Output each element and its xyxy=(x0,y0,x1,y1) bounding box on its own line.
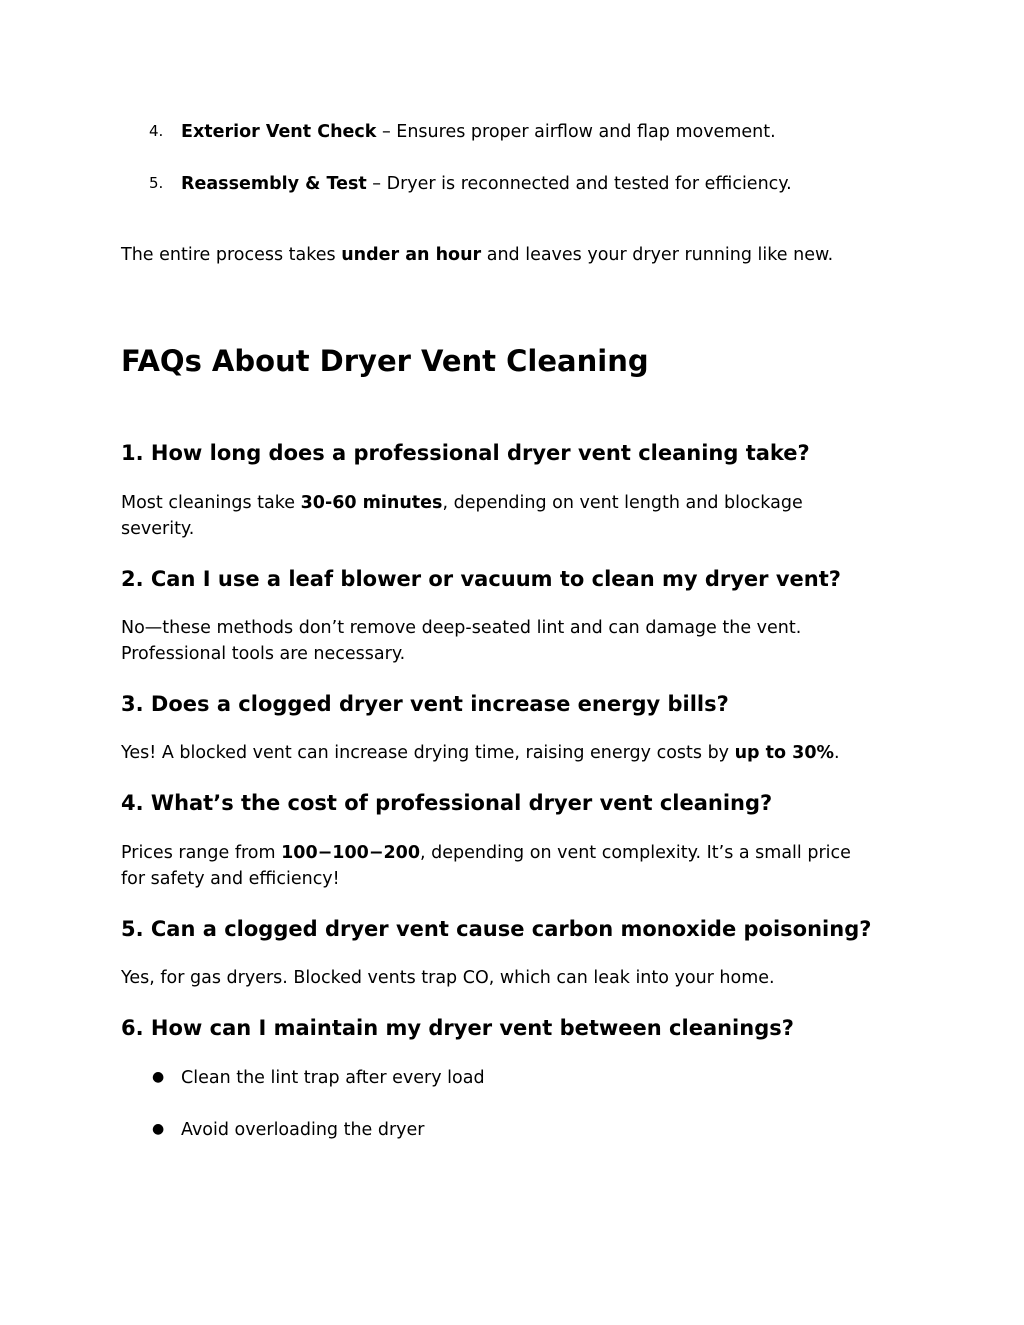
faq-question: 2. Can I use a leaf blower or vacuum to clean my dryer vent? xyxy=(121,567,841,591)
step-title: Reassembly & Test xyxy=(181,174,367,194)
step-item xyxy=(181,119,776,145)
list-item: Clean the lint trap after every load xyxy=(181,1068,485,1088)
summary-bold: under an hour xyxy=(341,245,482,265)
step-title: Exterior Vent Check xyxy=(181,122,377,142)
faq-heading: FAQs About Dryer Vent Cleaning xyxy=(121,344,649,378)
faq-answer xyxy=(121,840,851,866)
faq-answer: severity. xyxy=(121,519,195,539)
faq-question: 4. What’s the cost of professional dryer vent cleaning? xyxy=(121,791,773,815)
faq-answer: for safety and efficiency! xyxy=(121,869,340,889)
faq-answer: Yes, for gas dryers. Blocked vents trap CO, which can leak into your home. xyxy=(121,968,775,988)
bullet-icon: ● xyxy=(152,1069,165,1085)
faq-answer xyxy=(121,740,840,766)
faq-question: 3. Does a clogged dryer vent increase energy bills? xyxy=(121,692,729,716)
faq-answer xyxy=(121,490,803,516)
answer-bold: 30-60 minutes xyxy=(300,493,443,513)
step-number: 5. xyxy=(149,174,164,192)
step-number: 4. xyxy=(149,122,164,140)
bullet-icon: ● xyxy=(152,1121,165,1137)
faq-question: 5. Can a clogged dryer vent cause carbon monoxide poisoning? xyxy=(121,917,872,941)
step-item xyxy=(181,171,792,197)
answer-text: Prices range from xyxy=(121,843,282,863)
faq-answer: Professional tools are necessary. xyxy=(121,644,406,664)
faq-answer: No—these methods don’t remove deep-seated lint and can damage the vent. xyxy=(121,618,802,638)
answer-bold: 100−100−200 xyxy=(281,843,421,863)
faq-question: 6. How can I maintain my dryer vent between cleanings? xyxy=(121,1016,794,1040)
answer-text: , depending on vent length and blockage xyxy=(442,493,803,513)
summary-paragraph xyxy=(121,242,833,268)
answer-text: , depending on vent complexity. It’s a small price xyxy=(420,843,851,863)
summary-text: The entire process takes xyxy=(121,245,342,265)
step-text: – Ensures proper airflow and flap movement. xyxy=(376,122,776,142)
answer-text: Most cleanings take xyxy=(121,493,301,513)
summary-text: and leaves your dryer running like new. xyxy=(481,245,834,265)
step-text: – Dryer is reconnected and tested for efficiency. xyxy=(366,174,792,194)
faq-question: 1. How long does a professional dryer vent cleaning take? xyxy=(121,441,810,465)
answer-text: Yes! A blocked vent can increase drying time, raising energy costs by xyxy=(121,743,735,763)
answer-text: . xyxy=(834,743,840,763)
list-item: Avoid overloading the dryer xyxy=(181,1120,425,1140)
answer-bold: up to 30% xyxy=(734,743,835,763)
